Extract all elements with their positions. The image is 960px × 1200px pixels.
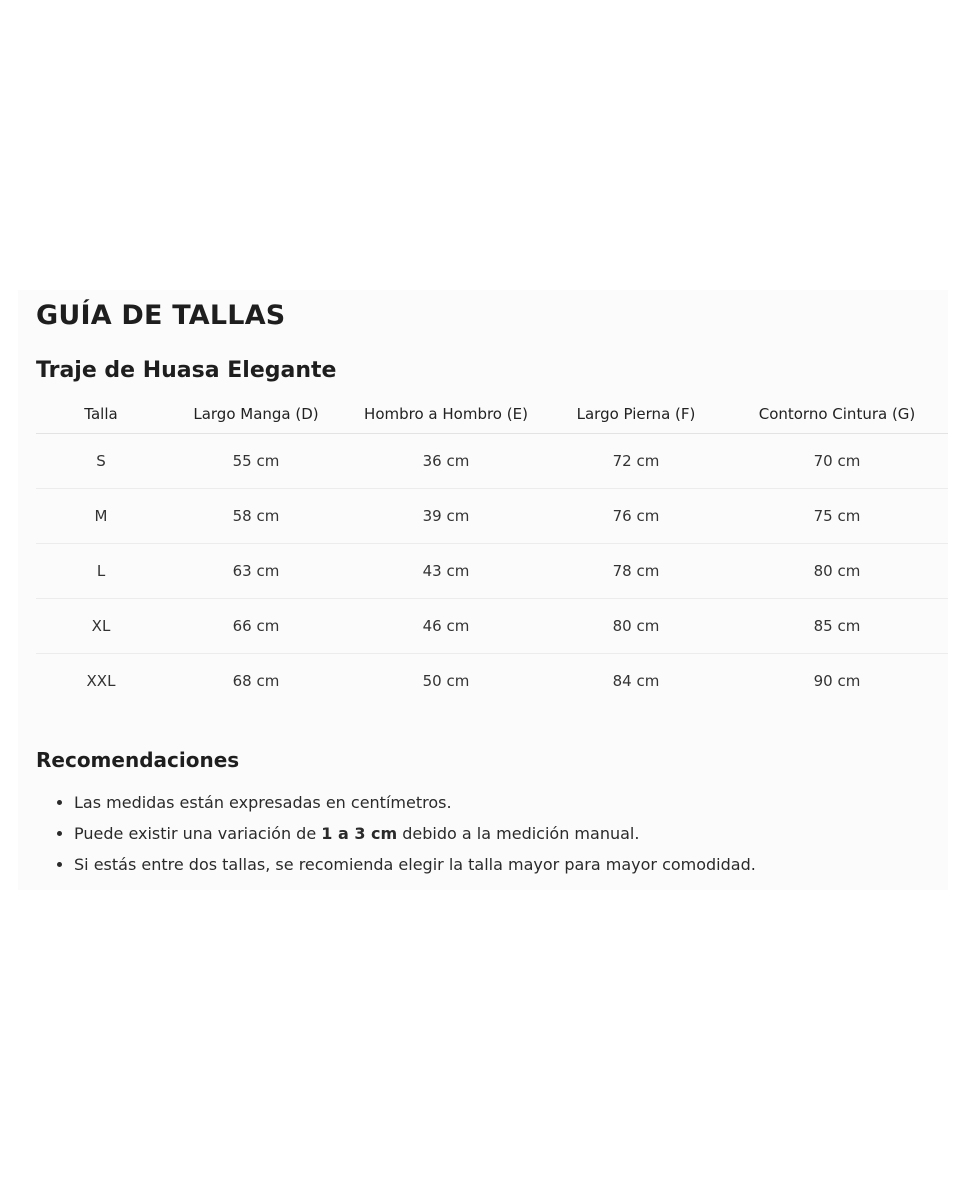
recommendations-title: Recomendaciones xyxy=(36,748,240,772)
cell-hombro-a-hombro: 36 cm xyxy=(346,434,546,489)
cell-talla: XL xyxy=(36,599,166,654)
page-title: GUÍA DE TALLAS xyxy=(36,300,286,331)
cell-largo-pierna: 84 cm xyxy=(612,672,660,690)
cell-hombro-a-hombro: 43 cm xyxy=(346,544,546,599)
cell-largo-pierna: 78 cm xyxy=(546,544,726,599)
cell-largo-manga: 68 cm xyxy=(232,672,280,690)
recommendation-text: Si estás entre dos tallas, se recomienda elegir la talla mayor para mayor comodidad. xyxy=(74,855,756,874)
header-largo-pierna: Largo Pierna (F) xyxy=(546,395,726,434)
cell-contorno-cintura: 80 cm xyxy=(726,544,948,599)
header-talla: Talla xyxy=(36,395,166,434)
cell-hombro-a-hombro: 46 cm xyxy=(346,599,546,654)
cell-talla: XXL xyxy=(86,672,116,690)
table-row xyxy=(36,544,948,599)
cell-contorno-cintura: 70 cm xyxy=(726,434,948,489)
table-row xyxy=(36,599,948,654)
list-item xyxy=(74,850,756,881)
recommendation-highlight: 1 a 3 cm xyxy=(321,824,398,843)
cell-largo-manga: 58 cm xyxy=(166,489,346,544)
cell-hombro-a-hombro: 50 cm xyxy=(422,672,470,690)
cell-talla: L xyxy=(36,544,166,599)
cell-largo-pierna: 76 cm xyxy=(546,489,726,544)
recommendation-text-pre: Puede existir una variación de xyxy=(74,824,322,843)
cell-largo-pierna: 80 cm xyxy=(546,599,726,654)
cell-largo-manga: 63 cm xyxy=(166,544,346,599)
table-row xyxy=(36,434,948,489)
table-header-row xyxy=(36,395,948,434)
cell-contorno-cintura: 90 cm xyxy=(813,672,861,690)
table-row xyxy=(36,489,948,544)
table-row xyxy=(36,654,948,709)
recommendations-list xyxy=(36,788,756,881)
list-item xyxy=(74,788,756,819)
recommendation-text-post: debido a la medición manual. xyxy=(397,824,640,843)
cell-contorno-cintura: 75 cm xyxy=(726,489,948,544)
cell-talla: S xyxy=(36,434,166,489)
header-hombro-a-hombro: Hombro a Hombro (E) xyxy=(346,395,546,434)
cell-largo-manga: 55 cm xyxy=(166,434,346,489)
product-subtitle: Traje de Huasa Elegante xyxy=(36,358,337,383)
cell-contorno-cintura: 85 cm xyxy=(726,599,948,654)
list-item xyxy=(74,819,756,850)
header-largo-manga: Largo Manga (D) xyxy=(166,395,346,434)
header-contorno-cintura: Contorno Cintura (G) xyxy=(726,395,948,434)
size-table xyxy=(36,395,948,708)
cell-largo-manga: 66 cm xyxy=(166,599,346,654)
cell-hombro-a-hombro: 39 cm xyxy=(346,489,546,544)
cell-talla: M xyxy=(36,489,166,544)
recommendation-text: Las medidas están expresadas en centímetros. xyxy=(74,793,452,812)
cell-largo-pierna: 72 cm xyxy=(546,434,726,489)
size-guide-panel xyxy=(18,290,948,890)
